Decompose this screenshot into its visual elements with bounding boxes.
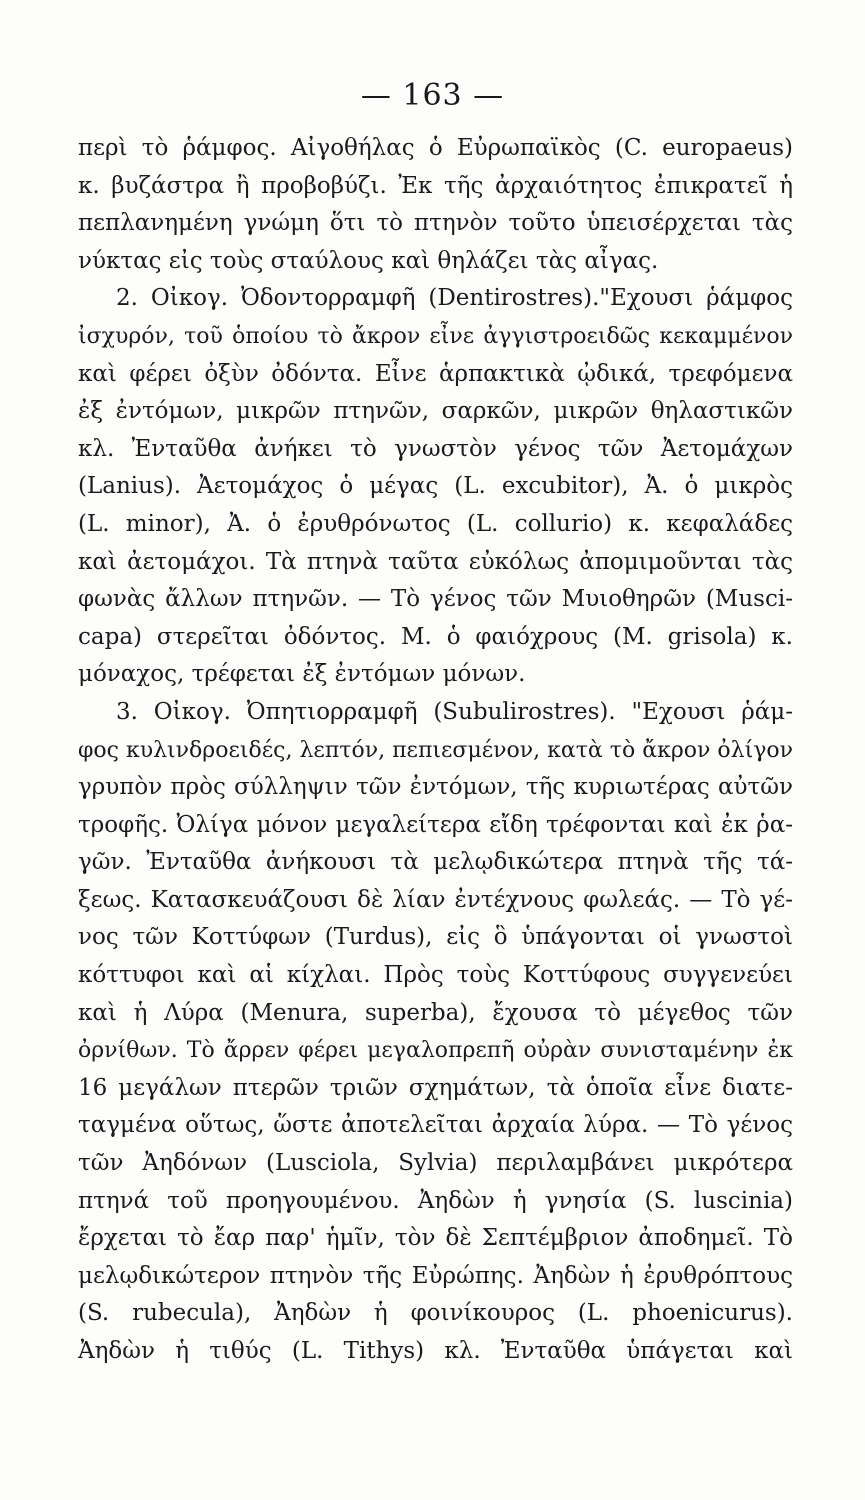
text-line: ταγμένα οὕτως, ὥστε ἀποτελεῖται ἀρχαία λύρα. — Τὸ γένος <box>78 1112 793 1139</box>
text-line: νύκτας εἰς τοὺς σταύλους καὶ θηλάζει τὰς αἶγας. <box>78 247 659 274</box>
text-line: ἐξ ἐντόμων, μικρῶν πτηνῶν, σαρκῶν, μικρῶν θηλαστικῶν <box>78 398 793 425</box>
text-line: κόττυφοι καὶ αἱ κίχλαι. Πρὸς τοὺς Κοττύφους συγγενεύει <box>78 962 793 989</box>
text-line: καὶ φέρει ὀξὺν ὀδόντα. Εἶνε ἁρπακτικὰ ᾠδικά, τρεφόμενα <box>78 360 793 387</box>
text-line: Ἀηδὼν ἡ τιθύς (L. Tithys) κλ. Ἐνταῦθα ὑπάγεται καὶ <box>78 1338 793 1364</box>
text-line: ἰσχυρόν, τοῦ ὁποίου τὸ ἄκρον εἶνε ἀγγιστροειδῶς κεκαμμένον <box>78 323 793 349</box>
text-line: ἔρχεται τὸ ἔαρ παρ' ἡμῖν, τὸν δὲ Σεπτέμβριον ἀποδημεῖ. Τὸ <box>78 1225 793 1252</box>
text-line: (S. rubecula), Ἀηδὼν ἡ φοινίκουρος (L. phoenicurus). <box>78 1300 793 1327</box>
text-line: (L. minor), Ἀ. ὁ ἐρυθρόνωτος (L. collurio) κ. κεφαλάδες <box>78 510 793 537</box>
text-line: τροφῆς. Ὀλίγα μόνον μεγαλείτερα εἴδη τρέφονται καὶ ἐκ ῥα- <box>78 811 793 838</box>
text-line: κ. βυζάστρα ἢ προβοβύζι. Ἐκ τῆς ἀρχαιότητος ἐπικρατεῖ ἡ <box>78 172 793 199</box>
text-line: capa) στερεῖται ὀδόντος. Μ. ὁ φαιόχρους (M. grisola) κ. <box>78 623 793 650</box>
text-line: φωνὰς ἄλλων πτηνῶν. — Τὸ γένος τῶν Μυιοθηρῶν (Musci- <box>78 586 793 613</box>
text-line: φος κυλινδροειδές, λεπτόν, πεπιεσμένον, κατὰ τὸ ἄκρον ὀλίγον <box>78 737 793 763</box>
text-line: γρυπὸν πρὸς σύλληψιν τῶν ἐντόμων, τῆς κυριωτέρας αὐτῶν <box>78 774 793 801</box>
text-line: 16 μεγάλων πτερῶν τριῶν σχημάτων, τὰ ὁποῖα εἶνε διατε- <box>78 1074 793 1101</box>
text-line: ὀρνίθων. Τὸ ἄρρεν φέρει μεγαλοπρεπῆ οὐρὰν συνισταμένην ἐκ <box>78 1038 793 1064</box>
text-line: (Lanius). Ἀετομάχος ὁ μέγας (L. excubitor), Ἀ. ὁ μικρὸς <box>78 473 793 500</box>
text-line: καὶ ἡ Λύρα (Menura, superba), ἔχουσα τὸ μέγεθος τῶν <box>78 999 793 1026</box>
text-line: νος τῶν Κοττύφων (Turdus), εἰς ὃ ὑπάγονται οἱ γνωστοὶ <box>78 924 793 951</box>
text-line: ξεως. Κατασκευάζουσι δὲ λίαν ἐντέχνους φωλεάς. — Τὸ γέ- <box>78 886 793 913</box>
text-line: κλ. Ἐνταῦθα ἀνήκει τὸ γνωστὸν γένος τῶν Ἀετομάχων <box>78 435 793 462</box>
body-text <box>78 130 793 1371</box>
text-line: περὶ τὸ ῥάμφος. Αἰγοθήλας ὁ Εὐρωπαϊκὸς (C. europaeus) <box>78 135 793 161</box>
text-line: μελῳδικώτερον πτηνὸν τῆς Εὐρώπης. Ἀηδὼν ἡ ἐρυθρόπτους <box>78 1262 793 1289</box>
text-line: μόναχος, τρέφεται ἐξ ἐντόμων μόνων. <box>78 661 526 688</box>
text-line: 2. Οἰκογ. Ὀδοντορραμφῆ (Dentirostres)."Εχουσι ῥάμφος <box>116 285 793 312</box>
text-line: πεπλανημένη γνώμη ὅτι τὸ πτηνὸν τοῦτο ὑπεισέρχεται τὰς <box>78 210 793 237</box>
text-line: πτηνά τοῦ προηγουμένου. Ἀηδὼν ἡ γνησία (S. luscinia) <box>78 1187 793 1214</box>
page-number: — 163 — <box>360 78 505 113</box>
text-line: τῶν Ἀηδόνων (Lusciola, Sylvia) περιλαμβάνει μικρότερα <box>78 1150 793 1177</box>
text-line: γῶν. Ἐνταῦθα ἀνήκουσι τὰ μελῳδικώτερα πτηνὰ τῆς τά- <box>78 849 793 876</box>
text-line: 3. Οἰκογ. Ὀπητιορραμφῆ (Subulirostres). "Εχουσι ῥάμ- <box>116 698 793 725</box>
text-line: καὶ ἀετομάχοι. Τὰ πτηνὰ ταῦτα εὐκόλως ἀπομιμοῦνται τὰς <box>78 548 793 575</box>
